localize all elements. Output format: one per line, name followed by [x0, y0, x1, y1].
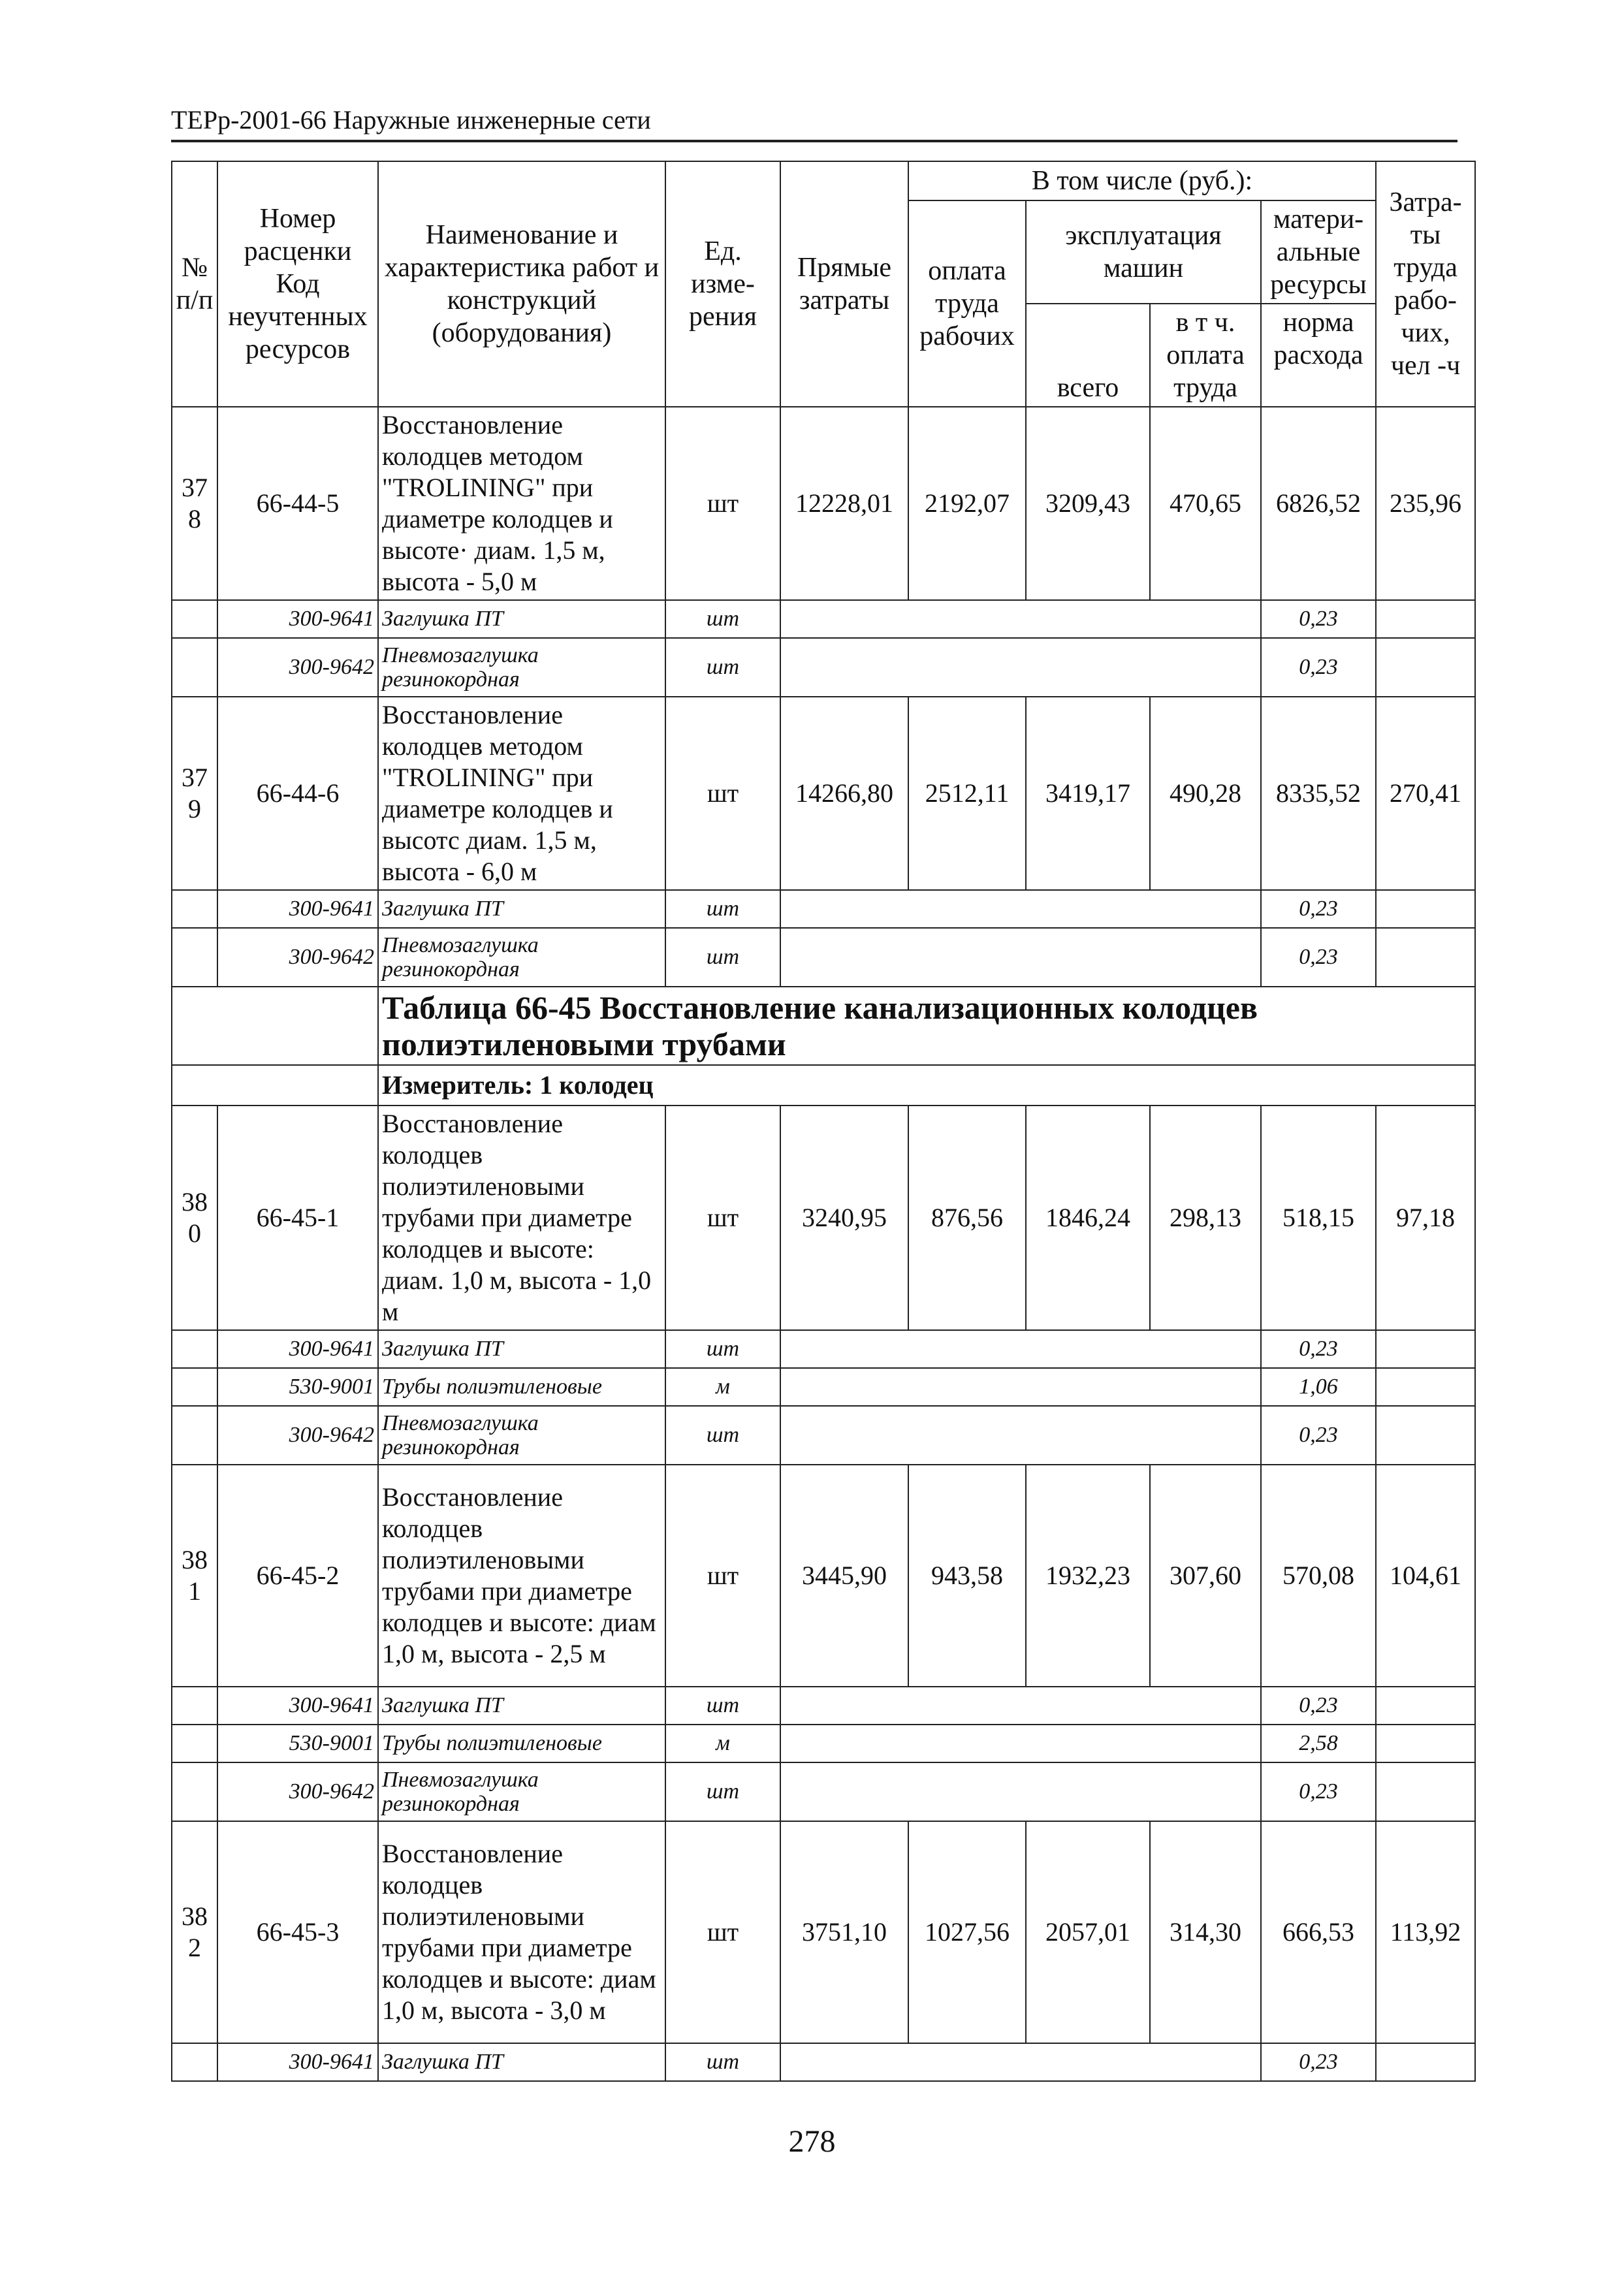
col-labor-cost-header: Затра-ты труда рабо-чих, чел -ч: [1376, 161, 1475, 407]
row-num: 382: [172, 1821, 217, 2043]
row-name: Восстановление колодцев полиэтиленовыми трубами при диаметре колодцев и высоте: диам. 1,0 м, высота - 1,0 м: [378, 1106, 665, 1330]
resource-unit: шт: [665, 638, 780, 697]
row-machines-pay: 470,65: [1150, 407, 1261, 600]
col-direct-header: Прямые затраты: [780, 161, 908, 407]
resource-norm: 0,23: [1261, 600, 1376, 638]
row-code: 66-45-3: [217, 1821, 378, 2043]
resource-row: [172, 890, 1475, 928]
resource-row: [172, 928, 1475, 987]
row-direct-cost: 3240,95: [780, 1106, 908, 1330]
resource-norm: 0,23: [1261, 1762, 1376, 1821]
table-row: [172, 407, 1475, 600]
row-machines-pay: 298,13: [1150, 1106, 1261, 1330]
resource-name: Заглушка ПТ: [378, 890, 665, 928]
resource-row: [172, 1687, 1475, 1725]
row-machines-pay: 490,28: [1150, 697, 1261, 890]
row-materials: 666,53: [1261, 1821, 1376, 2043]
resource-unit: м: [665, 1368, 780, 1406]
resource-unit: шт: [665, 1406, 780, 1465]
resource-row: [172, 600, 1475, 638]
row-labor-pay: 1027,56: [908, 1821, 1026, 2043]
row-code: 66-44-5: [217, 407, 378, 600]
resource-unit: шт: [665, 2043, 780, 2081]
col-num-header: № п/п: [172, 161, 217, 407]
row-unit: шт: [665, 1465, 780, 1687]
row-code: 66-45-1: [217, 1106, 378, 1330]
resource-unit: м: [665, 1725, 780, 1762]
resource-norm: 1,06: [1261, 1368, 1376, 1406]
row-materials: 570,08: [1261, 1465, 1376, 1687]
resource-name: Пневмозаглушка резинокордная: [378, 1406, 665, 1465]
row-direct-cost: 3445,90: [780, 1465, 908, 1687]
row-num: 379: [172, 697, 217, 890]
row-unit: шт: [665, 697, 780, 890]
table-row: [172, 1821, 1475, 2043]
resource-unit: шт: [665, 600, 780, 638]
resource-name: Заглушка ПТ: [378, 600, 665, 638]
resource-code: 300-9641: [217, 1687, 378, 1725]
row-materials: 518,15: [1261, 1106, 1376, 1330]
resource-name: Трубы полиэтиленовые: [378, 1368, 665, 1406]
col-machines-pay-header: в т ч. оплата труда: [1150, 304, 1261, 407]
row-labor-cost: 235,96: [1376, 407, 1475, 600]
col-unit-header: Ед. изме-рения: [665, 161, 780, 407]
row-machines-total: 2057,01: [1026, 1821, 1150, 2043]
col-materials-header: матери-альные ресурсы: [1261, 200, 1376, 304]
row-direct-cost: 3751,10: [780, 1821, 908, 2043]
resource-code: 300-9641: [217, 2043, 378, 2081]
resource-name: Пневмозаглушка резинокордная: [378, 1762, 665, 1821]
resource-name: Заглушка ПТ: [378, 1330, 665, 1368]
row-num: 381: [172, 1465, 217, 1687]
resource-name: Пневмозаглушка резинокордная: [378, 928, 665, 987]
resource-code: 530-9001: [217, 1725, 378, 1762]
resource-unit: шт: [665, 1330, 780, 1368]
resource-row: [172, 1330, 1475, 1368]
resource-norm: 0,23: [1261, 1406, 1376, 1465]
resource-norm: 2,58: [1261, 1725, 1376, 1762]
col-machines-header: эксплуатация машин: [1026, 200, 1261, 304]
col-group-header: В том числе (руб.):: [908, 161, 1376, 200]
resource-norm: 0,23: [1261, 2043, 1376, 2081]
row-machines-pay: 307,60: [1150, 1465, 1261, 1687]
row-unit: шт: [665, 1106, 780, 1330]
row-unit: шт: [665, 407, 780, 600]
resource-name: Заглушка ПТ: [378, 1687, 665, 1725]
row-labor-cost: 113,92: [1376, 1821, 1475, 2043]
resource-code: 300-9642: [217, 928, 378, 987]
table-row: [172, 1106, 1475, 1330]
page-number: 278: [788, 2124, 836, 2159]
table-row: [172, 1465, 1475, 1687]
table2-body: [172, 1106, 1475, 2081]
resource-name: Заглушка ПТ: [378, 2043, 665, 2081]
resource-norm: 0,23: [1261, 928, 1376, 987]
row-name: Восстановление колодцев полиэтиленовыми трубами при диаметре колодцев и высоте: диам 1,0 м, высота - 2,5 м: [378, 1465, 665, 1687]
col-machines-total-header: всего: [1026, 304, 1150, 407]
row-num: 380: [172, 1106, 217, 1330]
resource-unit: шт: [665, 928, 780, 987]
resource-name: Пневмозаглушка резинокордная: [378, 638, 665, 697]
resource-code: 300-9642: [217, 1406, 378, 1465]
row-materials: 8335,52: [1261, 697, 1376, 890]
resource-row: [172, 1368, 1475, 1406]
row-code: 66-44-6: [217, 697, 378, 890]
resource-code: 300-9642: [217, 638, 378, 697]
resource-row: [172, 638, 1475, 697]
resource-row: [172, 1406, 1475, 1465]
resource-norm: 0,23: [1261, 890, 1376, 928]
row-labor-cost: 97,18: [1376, 1106, 1475, 1330]
table1-body: [172, 407, 1475, 987]
row-labor-pay: 2512,11: [908, 697, 1026, 890]
row-labor-pay: 876,56: [908, 1106, 1026, 1330]
row-name: Восстановление колодцев методом "TROLINING" при диаметре колодцев и высотс диам. 1,5 м, высота - 6,0 м: [378, 697, 665, 890]
col-norm-header: норма расхода: [1261, 304, 1376, 407]
resource-name: Трубы полиэтиленовые: [378, 1725, 665, 1762]
section-title: Таблица 66-45 Восстановление канализационных колодцев полиэтиленовыми трубами: [378, 987, 1475, 1065]
row-name: Восстановление колодцев методом "TROLINING" при диаметре колодцев и высоте· диам. 1,5 м, высота - 5,0 м: [378, 407, 665, 600]
row-machines-total: 1932,23: [1026, 1465, 1150, 1687]
resource-code: 530-9001: [217, 1368, 378, 1406]
header-title: ТЕРр-2001-66 Наружные инженерные сети: [171, 105, 651, 135]
resource-norm: 0,23: [1261, 1330, 1376, 1368]
row-num: 378: [172, 407, 217, 600]
row-machines-total: 3209,43: [1026, 407, 1150, 600]
row-unit: шт: [665, 1821, 780, 2043]
row-name: Восстановление колодцев полиэтиленовыми трубами при диаметре колодцев и высоте: диам 1,0 м, высота - 3,0 м: [378, 1821, 665, 2043]
rates-table: [171, 161, 1476, 2082]
row-machines-total: 1846,24: [1026, 1106, 1150, 1330]
row-labor-cost: 270,41: [1376, 697, 1475, 890]
resource-row: [172, 2043, 1475, 2081]
row-materials: 6826,52: [1261, 407, 1376, 600]
row-machines-total: 3419,17: [1026, 697, 1150, 890]
col-code-header: Номер расценки Код неучтенных ресурсов: [217, 161, 378, 407]
col-name-header: Наименование и характеристика работ и конструкций (оборудования): [378, 161, 665, 407]
resource-row: [172, 1762, 1475, 1821]
section-measure: Измеритель: 1 колодец: [378, 1065, 1475, 1106]
resource-row: [172, 1725, 1475, 1762]
resource-code: 300-9641: [217, 1330, 378, 1368]
row-direct-cost: 14266,80: [780, 697, 908, 890]
row-machines-pay: 314,30: [1150, 1821, 1261, 2043]
row-direct-cost: 12228,01: [780, 407, 908, 600]
resource-unit: шт: [665, 890, 780, 928]
resource-code: 300-9641: [217, 890, 378, 928]
resource-unit: шт: [665, 1687, 780, 1725]
table-row: [172, 697, 1475, 890]
section-header: [172, 987, 1475, 1106]
resource-code: 300-9641: [217, 600, 378, 638]
resource-unit: шт: [665, 1762, 780, 1821]
row-labor-cost: 104,61: [1376, 1465, 1475, 1687]
resource-norm: 0,23: [1261, 638, 1376, 697]
page-header: [171, 104, 1457, 142]
row-labor-pay: 2192,07: [908, 407, 1026, 600]
row-code: 66-45-2: [217, 1465, 378, 1687]
col-labor-pay-header: оплата труда рабочих: [908, 200, 1026, 407]
resource-code: 300-9642: [217, 1762, 378, 1821]
row-labor-pay: 943,58: [908, 1465, 1026, 1687]
resource-norm: 0,23: [1261, 1687, 1376, 1725]
